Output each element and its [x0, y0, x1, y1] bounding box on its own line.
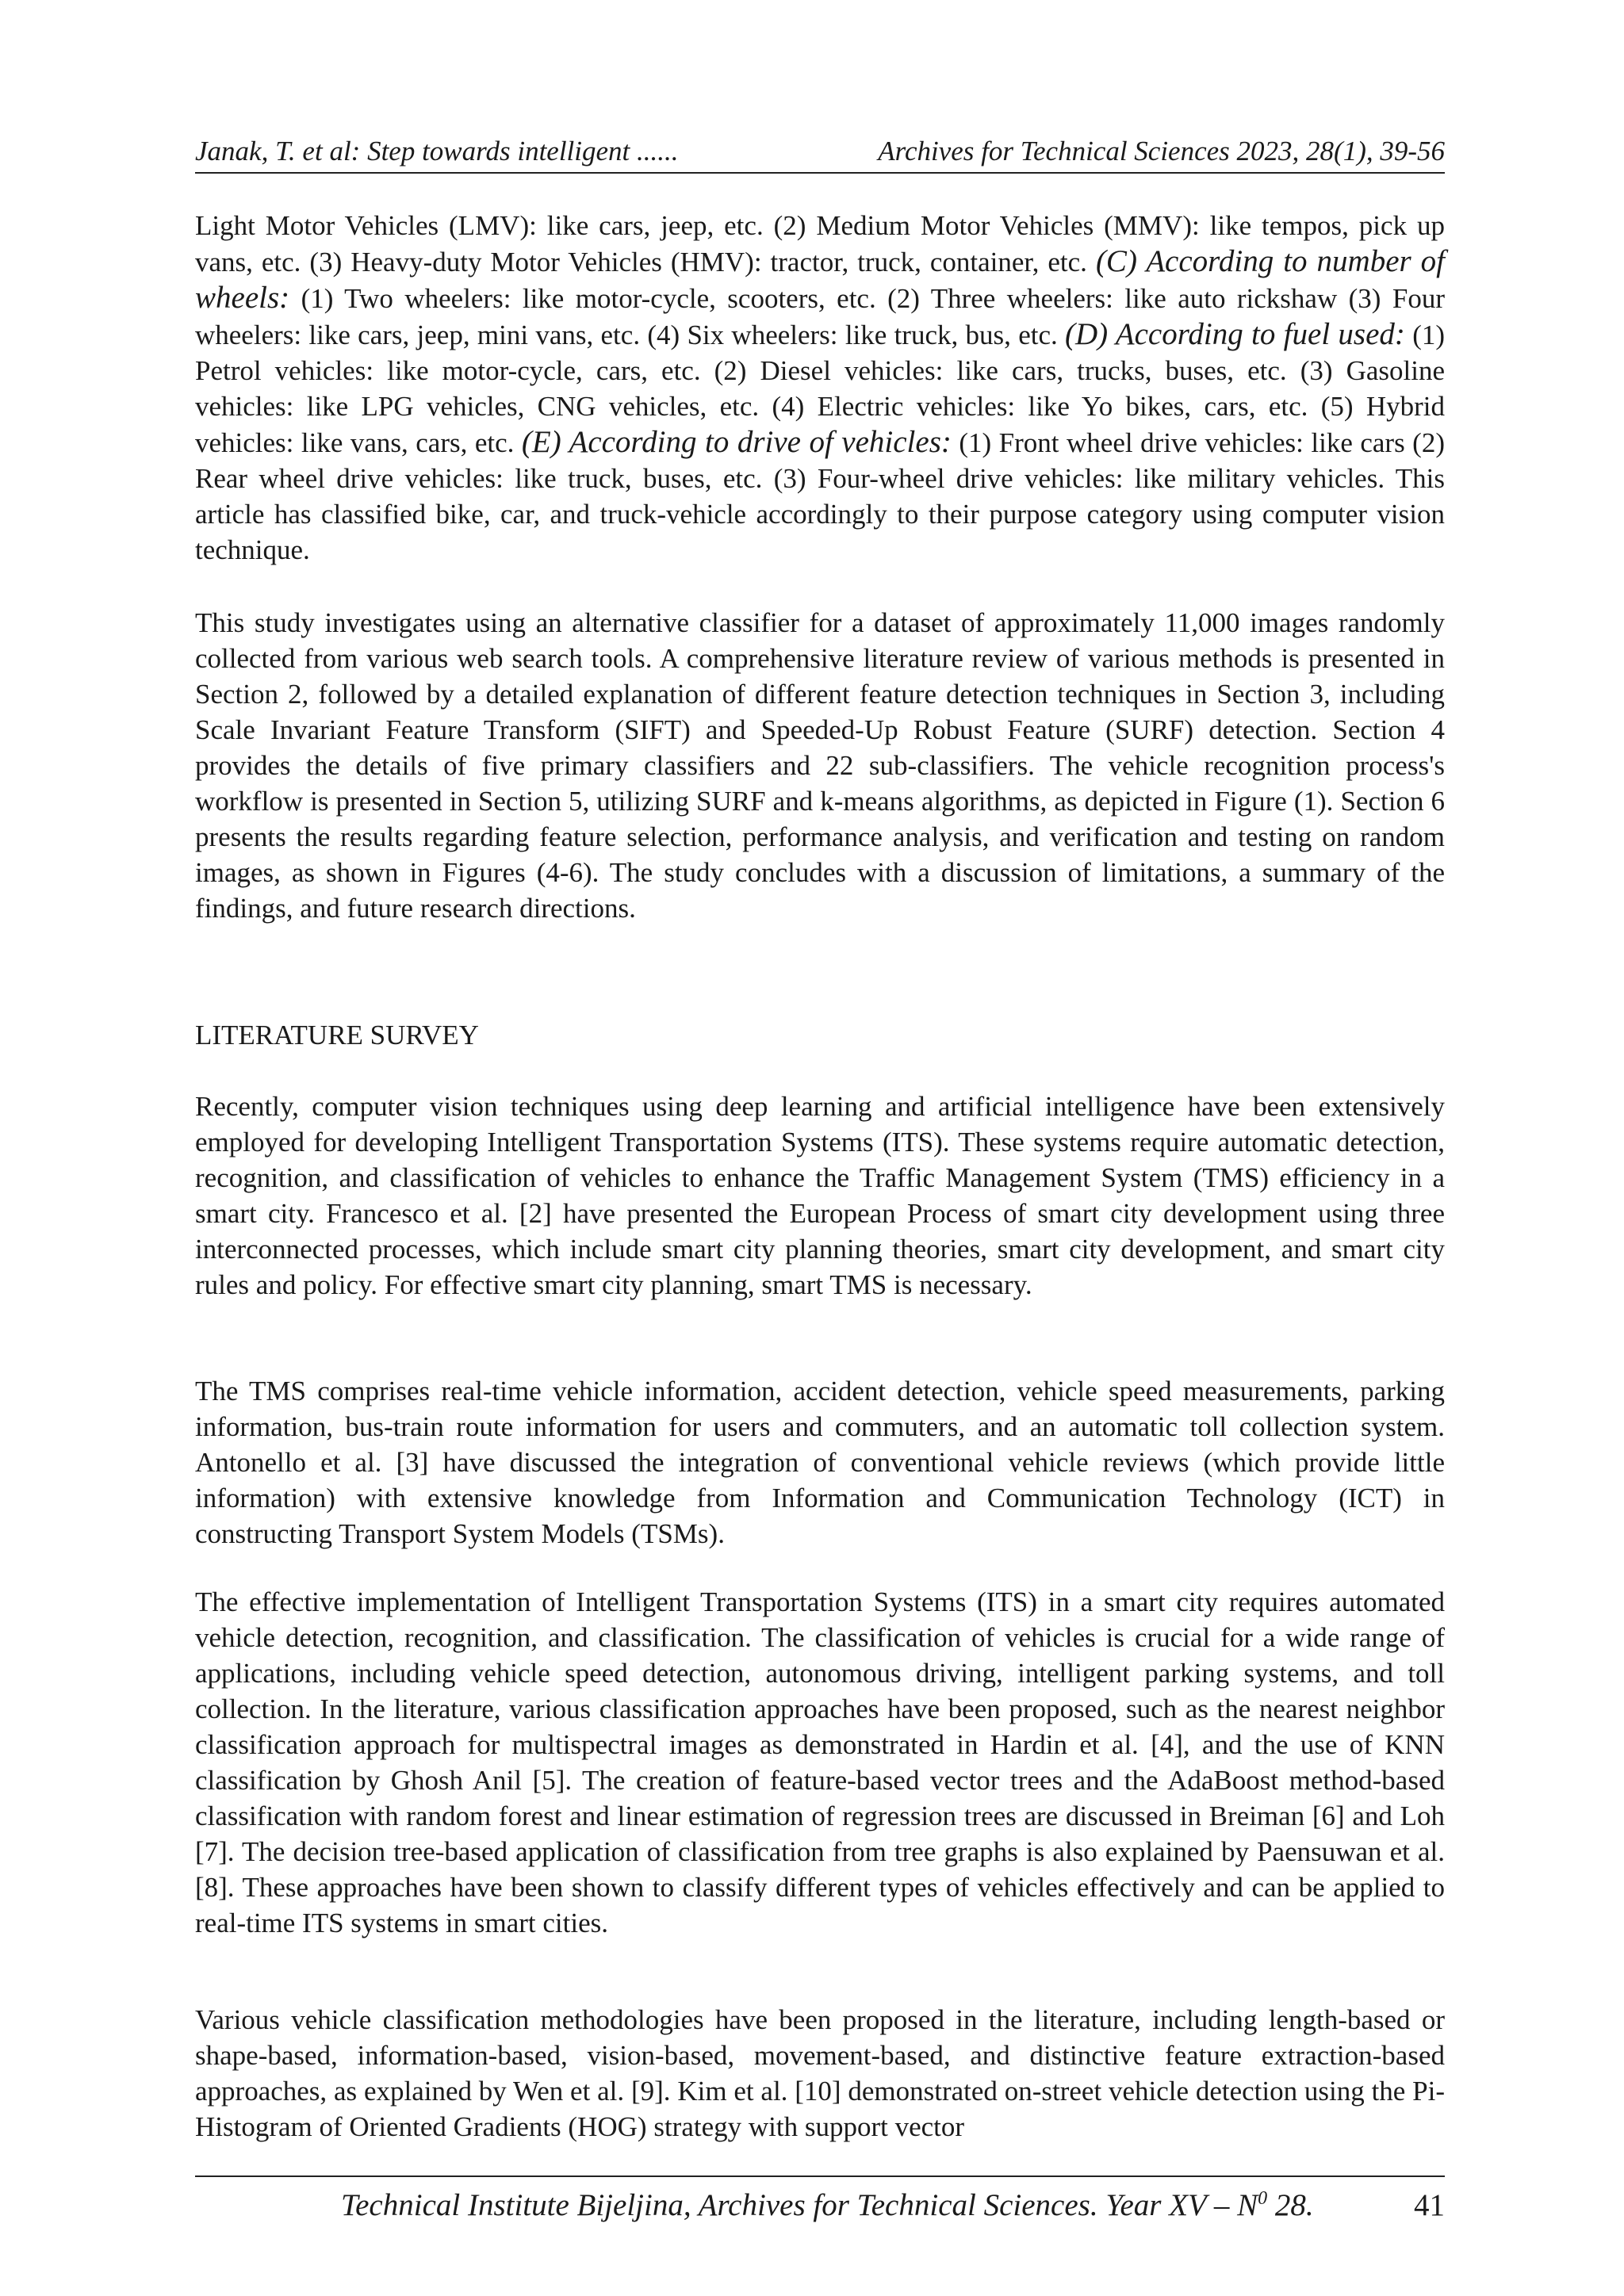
- paragraph-literature-1: Recently, computer vision techniques using deep learning and artificial intelligence have been extensively employed for developing Intelligent Transportation Systems (ITS). These systems require automatic detection, recognition, and classification of vehicles to enhance the Traffic Management System (TMS) efficiency in a smart city. Francesco et al. [2] have presented the European Process of smart city development using three interconnected processes, which include smart city planning theories, smart city development, and smart city rules and policy. For effective smart city planning, smart TMS is necessary.: [195, 1091, 1445, 1300]
- paragraph-literature-4: Various vehicle classification methodologies have been proposed in the literature, including length-based or shape-based, information-based, vision-based, movement-based, and distinctive feature extraction-based approaches, as explained by Wen et al. [9]. Kim et al. [10] demonstrated on-street vehicle detection using the Pi-Histogram of Oriented Gradients (HOG) strategy with support vector: [195, 2004, 1445, 2142]
- paragraph-vehicle-classes: [195, 208, 1445, 568]
- p1-text-1: Light Motor Vehicles (LMV): like cars, jeep, etc. (2) Medium Motor Vehicles (MMV): like tempos, pick up vans, etc. (3) Heavy-duty Motor Vehicles (HMV): tractor, truck, container, etc.: [195, 210, 1445, 277]
- paragraph-study-overview: This study investigates using an alternative classifier for a dataset of approximately 11,000 images randomly collected from various web search tools. A comprehensive literature review of various methods is presented in Section 2, followed by a detailed explanation of different feature detection techniques in Section 3, including Scale Invariant Feature Transform (SIFT) and Speeded-Up Robust Feature (SURF) detection. Section 4 provides the details of five primary classifiers and 22 sub-classifiers. The vehicle recognition process's workflow is presented in Section 5, utilizing SURF and k-means algorithms, as depicted in Figure (1). Section 6 presents the results regarding feature selection, performance analysis, and verification and testing on random images, as shown in Figures (4-6). The study concludes with a discussion of limitations, a summary of the findings, and future research directions.: [195, 607, 1445, 924]
- p1-italic-drive: (E) According to drive of vehicles:: [521, 425, 952, 459]
- section-heading-literature-survey: LITERATURE SURVEY: [195, 1020, 479, 1050]
- p1-italic-fuel: (D) According to fuel used:: [1065, 317, 1405, 351]
- p1-text-3: (1) Petrol vehicles: like motor-cycle, cars, etc. (2) Diesel vehicles: like cars, trucks, buses, etc. (3) Gasoline vehicles: like LPG vehicles, CNG vehicles, etc. (4) Electric vehicles: like Yo bikes, cars, etc. (5) Hybrid vehicles: like vans, cars, etc.: [195, 320, 1446, 458]
- paragraph-literature-3: The effective implementation of Intelligent Transportation Systems (ITS) in a smart city requires automated vehicle detection, recognition, and classification. The classification of vehicles is crucial for a wide range of applications, including vehicle speed detection, autonomous driving, intelligent parking systems, and toll collection. In the literature, various classification approaches have been proposed, such as the nearest neighbor classification approach for multispectral images as demonstrated in Hardin et al. [4], and the use of KNN classification by Ghosh Anil [5]. The creation of feature-based vector trees and the AdaBoost method-based classification with random forest and linear estimation of regression trees are discussed in Breiman [6] and Loh [7]. The decision tree-based application of classification from tree graphs is also explained by Paensuwan et al. [8]. These approaches have been shown to classify different types of vehicles effectively and can be applied to real-time ITS systems in smart cities.: [195, 1586, 1445, 1938]
- footer-text-main: Technical Institute Bijeljina, Archives for Technical Sciences. Year XV – N: [341, 2188, 1258, 2222]
- footer-text-end: 28.: [1267, 2188, 1314, 2222]
- header-journal: Archives for Technical Sciences 2023, 28(1), 39-56: [878, 136, 1445, 166]
- page-number: 41: [1414, 2188, 1445, 2222]
- footer-journal-line: [341, 2185, 1314, 2226]
- p1-italic-wheels: (C) According to number of wheels:: [195, 244, 1445, 315]
- paragraph-literature-2: The TMS comprises real-time vehicle information, accident detection, vehicle speed measurements, parking information, bus-train route information for users and commuters, and an automatic toll collection system. Antonello et al. [3] have discussed the integration of conventional vehicle reviews (which provide little information) with extensive knowledge from Information and Communication Technology (ICT) in constructing Transport System Models (TSMs).: [195, 1376, 1445, 1549]
- header-citation: Janak, T. et al: Step towards intelligent ......: [195, 136, 679, 166]
- p1-text-2: (1) Two wheelers: like motor-cycle, scooters, etc. (2) Three wheelers: like auto rickshaw (3) Four wheelers: like cars, jeep, mini vans, etc. (4) Six wheelers: like truck, bus, etc.: [195, 283, 1445, 350]
- footer-divider: [195, 2175, 1445, 2177]
- p1-text-4: (1) Front wheel drive vehicles: like cars (2) Rear wheel drive vehicles: like truck, buses, etc. (3) Four-wheel drive vehicles: like military vehicles. This article has classified bike, car, and truck-vehicle accordingly to their purpose category using computer vision technique.: [195, 427, 1445, 565]
- footer-superscript: 0: [1258, 2188, 1268, 2209]
- running-header: [195, 131, 1445, 174]
